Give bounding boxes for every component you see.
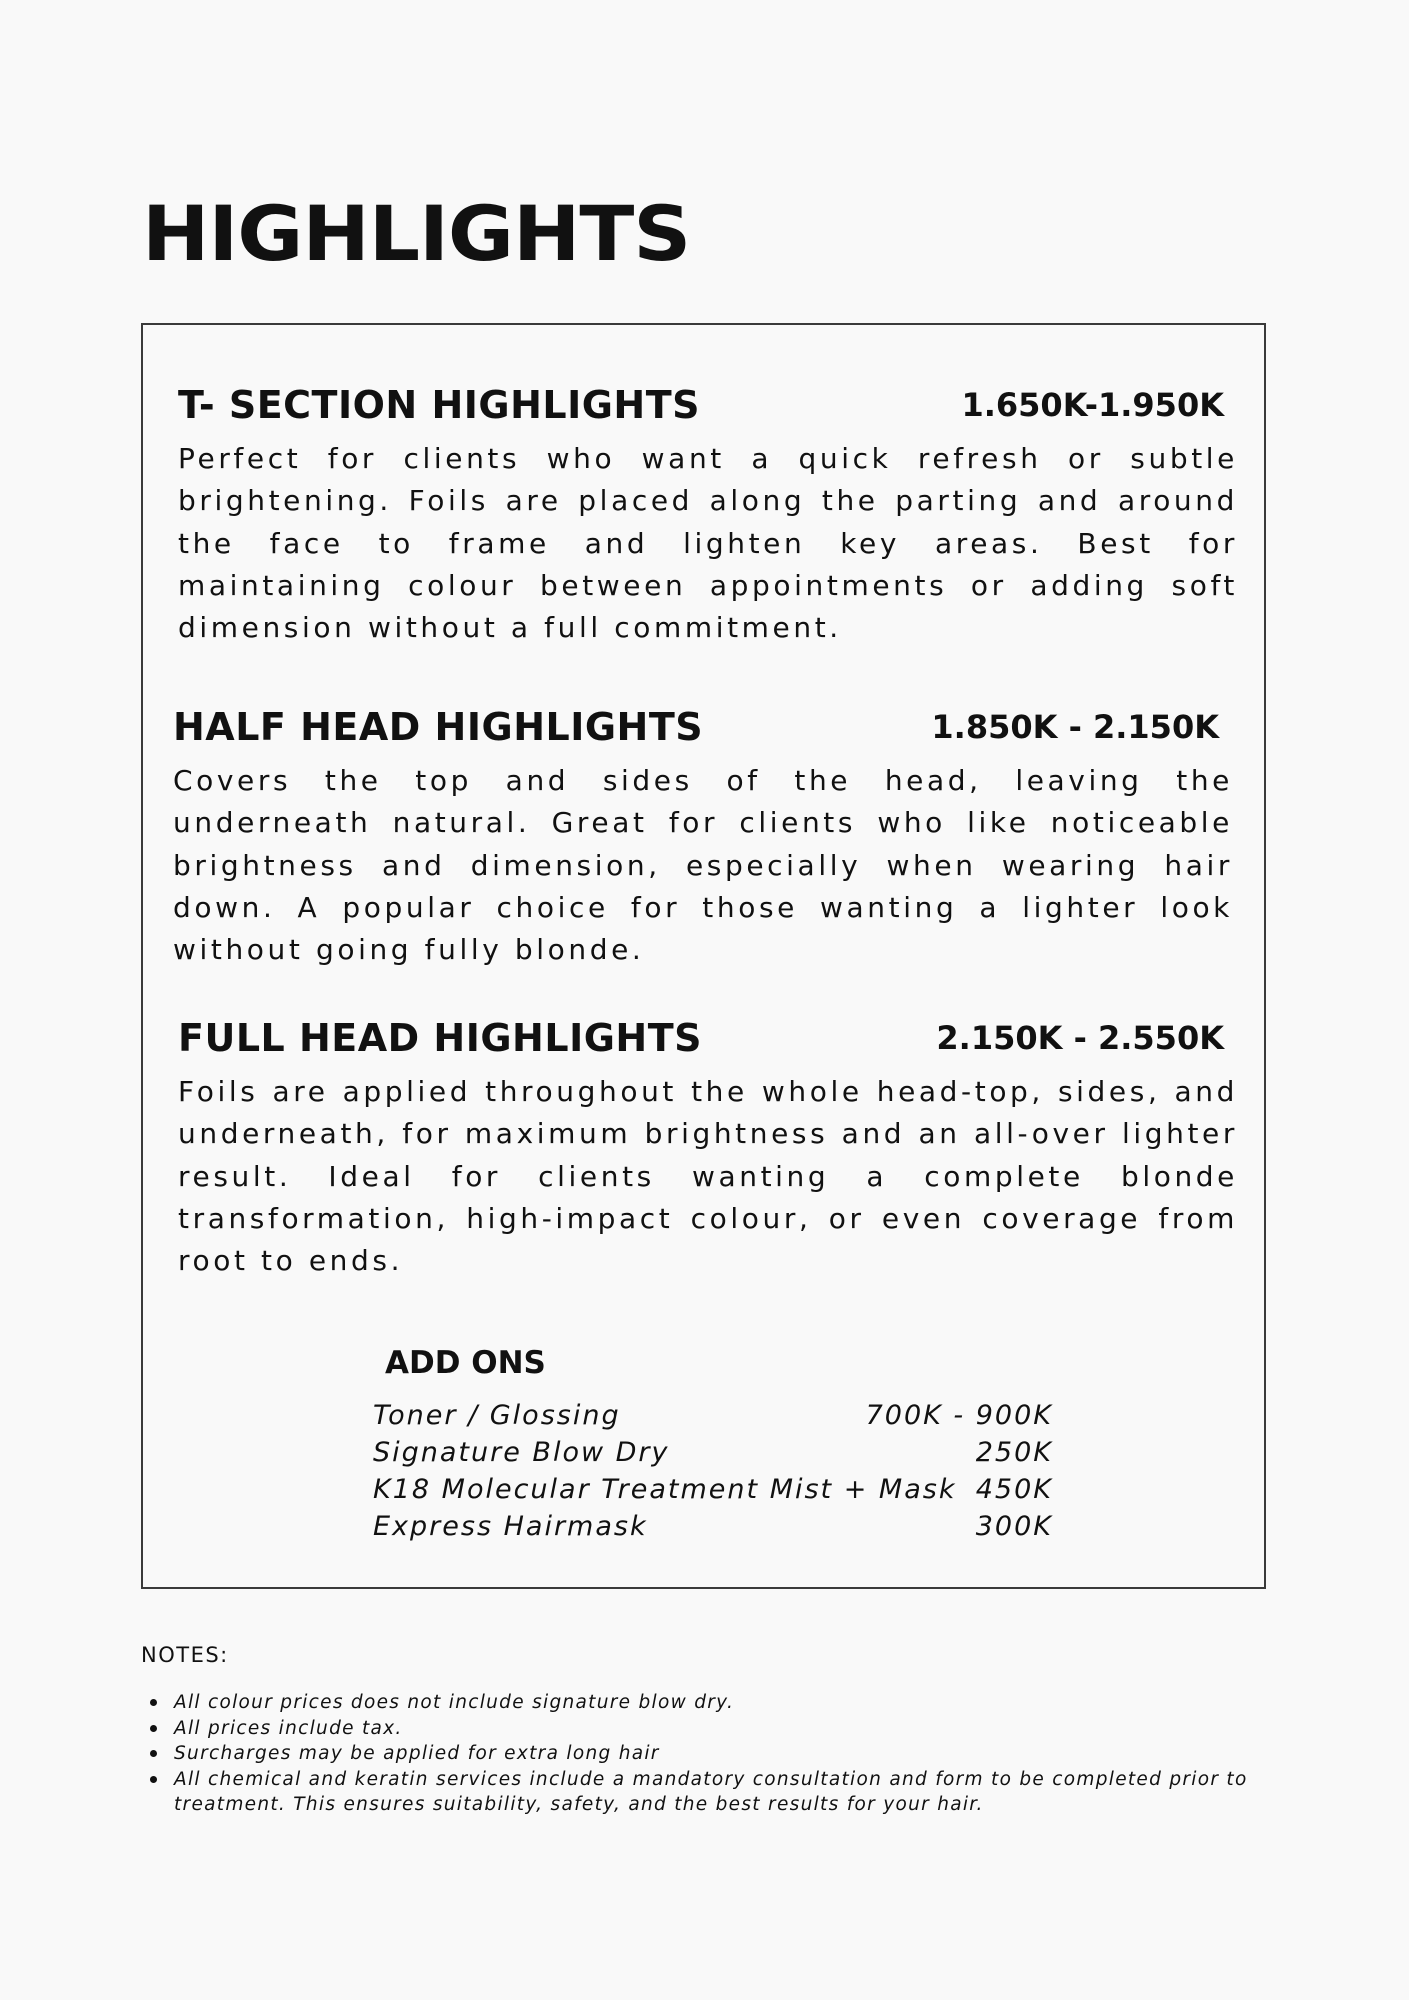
bullet-icon (150, 1750, 157, 1757)
service-description: Foils are applied throughout the whole head-top, sides, and underneath, for maximum brightness and an all-over lighter result. Ideal for clients wanting a complete blonde transformation, high-impact colour, or even coverage from root to ends. (178, 1075, 1238, 1278)
note-text: All colour prices does not include signature blow dry. (174, 1692, 735, 1713)
addon-name: Express Hairmask (373, 1511, 648, 1542)
note-item (174, 1716, 1291, 1742)
service-name: FULL HEAD HIGHLIGHTS (178, 1016, 702, 1060)
addon-row (373, 1508, 1053, 1545)
service-t-section (178, 380, 1238, 649)
service-price: 2.150K - 2.550K (936, 1019, 1224, 1057)
price-list-box (141, 323, 1266, 1589)
addons-section (373, 1343, 1053, 1545)
notes-list (141, 1690, 1291, 1818)
service-description: Perfect for clients who want a quick refresh or subtle brightening. Foils are placed along the parting and around the face to frame and lighten key areas. Best for maintaining colour between appointments or adding soft dimension without a full commitment. (178, 442, 1238, 645)
addon-price: 700K - 900K (865, 1400, 1053, 1431)
addon-row (373, 1434, 1053, 1471)
addon-row (373, 1397, 1053, 1434)
page-title: HIGHLIGHTS (142, 189, 691, 278)
note-item (174, 1741, 1291, 1767)
note-text: All chemical and keratin services include a mandatory consultation and form to be completed prior to treatment. This ensures suitability, safety, and the best results for your hair. (174, 1768, 1248, 1815)
bullet-icon (150, 1699, 157, 1706)
note-text: All prices include tax. (174, 1717, 403, 1739)
addon-price: 450K (975, 1474, 1053, 1505)
addon-name: Toner / Glossing (373, 1400, 621, 1431)
addons-title: ADD ONS (385, 1345, 546, 1381)
service-half-head (173, 702, 1233, 971)
note-item (174, 1690, 1291, 1716)
service-name: T- SECTION HIGHLIGHTS (178, 383, 701, 427)
service-header (178, 1013, 1238, 1063)
service-header (178, 380, 1238, 430)
service-price: 1.650K-1.950K (961, 386, 1224, 424)
addon-name: K18 Molecular Treatment Mist + Mask (373, 1474, 957, 1505)
note-item (174, 1767, 1291, 1818)
service-full-head (178, 1013, 1238, 1282)
note-text: Surcharges may be applied for extra long hair (174, 1743, 660, 1764)
addon-name: Signature Blow Dry (373, 1437, 670, 1468)
service-description: Covers the top and sides of the head, leaving the underneath natural. Great for clients who like noticeable brightness and dimension, especially when wearing hair down. A popular choice for those wanting a lighter look without going fully blonde. (173, 764, 1233, 967)
addon-price: 300K (975, 1511, 1053, 1542)
bullet-icon (150, 1725, 157, 1732)
notes-title: NOTES: (141, 1643, 229, 1667)
bullet-icon (150, 1776, 157, 1783)
notes-section (141, 1640, 1291, 1818)
addon-price: 250K (975, 1437, 1053, 1468)
addon-row (373, 1471, 1053, 1508)
service-price: 1.850K - 2.150K (931, 708, 1219, 746)
service-name: HALF HEAD HIGHLIGHTS (173, 705, 704, 749)
service-header (173, 702, 1233, 752)
